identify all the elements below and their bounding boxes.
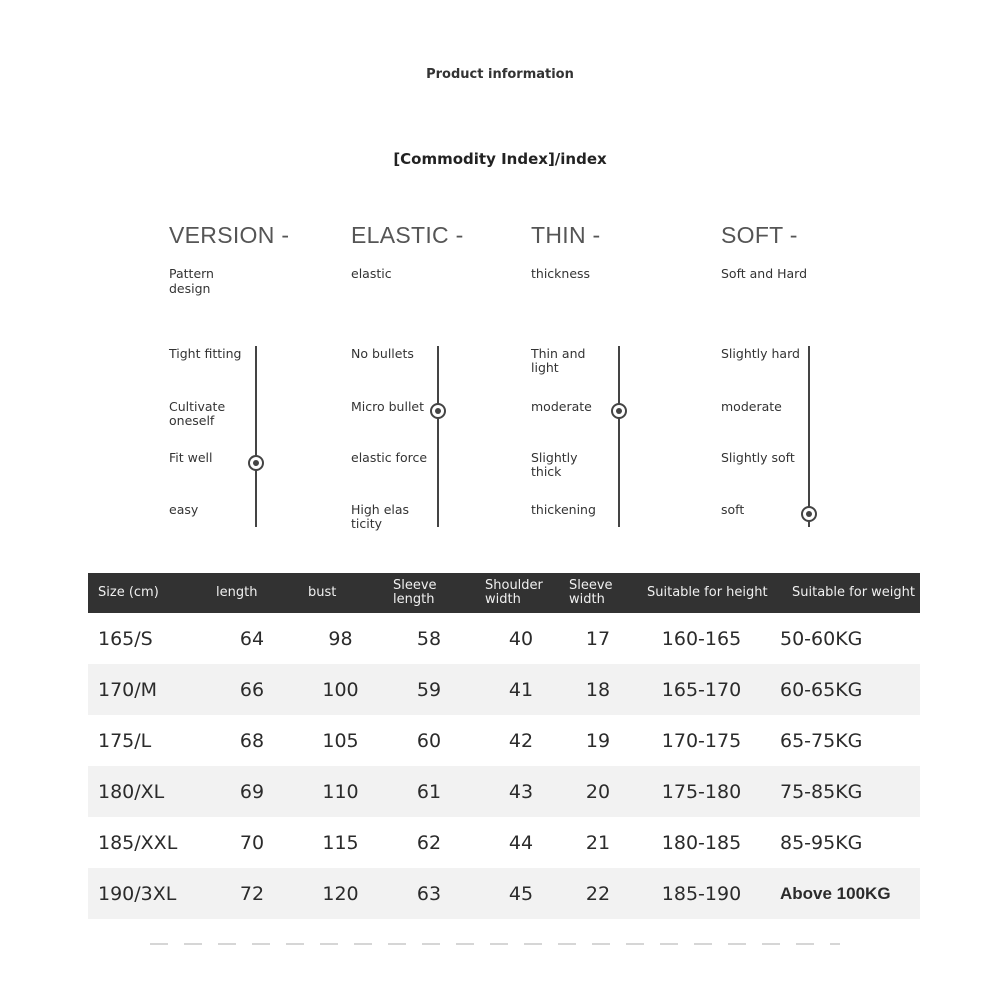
cell-bust: 115 bbox=[322, 831, 359, 854]
level-label: High elas ticity bbox=[351, 502, 410, 531]
cell-shoulder-width: 45 bbox=[508, 882, 534, 905]
scale-line bbox=[255, 346, 257, 527]
header-suitable-height: Suitable for height bbox=[647, 585, 768, 600]
cell-weight: 50-60KG bbox=[780, 627, 863, 650]
index-header: SOFT - bbox=[721, 222, 798, 248]
level-label: elastic force bbox=[351, 450, 428, 465]
cell-size: 165/S bbox=[98, 627, 153, 650]
cell-length: 72 bbox=[239, 882, 265, 905]
cell-sleeve-length: 59 bbox=[416, 678, 442, 701]
header-suitable-weight: Suitable for weight bbox=[792, 585, 915, 600]
cell-weight: 65-75KG bbox=[780, 729, 863, 752]
cell-sleeve-length: 60 bbox=[416, 729, 442, 752]
cell-bust: 98 bbox=[328, 627, 353, 650]
scale-line bbox=[808, 346, 810, 527]
level-label: Cultivate oneself bbox=[169, 399, 226, 428]
cell-size: 185/XXL bbox=[98, 831, 178, 854]
selected-level-marker bbox=[248, 455, 264, 471]
selected-level-marker bbox=[801, 506, 817, 522]
cell-shoulder-width: 44 bbox=[508, 831, 534, 854]
index-header: ELASTIC - bbox=[351, 222, 464, 248]
header-shoulder-width: Shoulder width bbox=[485, 578, 543, 607]
cell-weight: 60-65KG bbox=[780, 678, 863, 701]
cell-sleeve-length: 61 bbox=[416, 780, 442, 803]
cell-length: 68 bbox=[239, 729, 265, 752]
cell-shoulder-width: 41 bbox=[508, 678, 534, 701]
cell-sleeve-width: 18 bbox=[585, 678, 611, 701]
table-row bbox=[88, 664, 920, 715]
cell-weight: Above 100KG bbox=[780, 883, 891, 903]
cell-sleeve-width: 20 bbox=[585, 780, 611, 803]
table-row bbox=[88, 613, 920, 664]
size-table bbox=[88, 573, 920, 919]
selected-level-marker bbox=[430, 403, 446, 419]
scale-line bbox=[437, 346, 439, 527]
cell-height: 160-165 bbox=[661, 627, 742, 650]
level-label: Slightly thick bbox=[531, 450, 578, 479]
level-label: thickening bbox=[531, 502, 596, 517]
cell-bust: 105 bbox=[322, 729, 359, 752]
level-label: Slightly hard bbox=[721, 346, 800, 361]
cell-size: 190/3XL bbox=[98, 882, 177, 905]
level-label: Tight fitting bbox=[169, 346, 242, 361]
scale-line bbox=[618, 346, 620, 527]
cell-size: 175/L bbox=[98, 729, 152, 752]
cell-height: 175-180 bbox=[661, 780, 742, 803]
cell-sleeve-width: 17 bbox=[585, 627, 611, 650]
index-sub: Pattern design bbox=[169, 266, 214, 296]
cell-sleeve-length: 62 bbox=[416, 831, 442, 854]
level-label: Fit well bbox=[169, 450, 213, 465]
index-sub: thickness bbox=[531, 266, 591, 281]
cell-length: 66 bbox=[239, 678, 265, 701]
cell-height: 180-185 bbox=[661, 831, 742, 854]
cell-sleeve-width: 22 bbox=[585, 882, 611, 905]
cell-weight: 75-85KG bbox=[780, 780, 863, 803]
cell-shoulder-width: 42 bbox=[508, 729, 534, 752]
cell-shoulder-width: 43 bbox=[508, 780, 534, 803]
commodity-index-subtitle: [Commodity Index]/index bbox=[393, 150, 607, 168]
cell-length: 70 bbox=[239, 831, 265, 854]
index-header: VERSION - bbox=[169, 222, 290, 248]
level-label: easy bbox=[169, 502, 199, 517]
cell-sleeve-length: 58 bbox=[416, 627, 442, 650]
cell-length: 64 bbox=[239, 627, 265, 650]
cell-height: 185-190 bbox=[661, 882, 742, 905]
table-row bbox=[88, 715, 920, 766]
index-header: THIN - bbox=[531, 222, 601, 248]
cell-weight: 85-95KG bbox=[780, 831, 863, 854]
header-bust: bust bbox=[308, 585, 337, 600]
level-label: Slightly soft bbox=[721, 450, 795, 465]
cell-length: 69 bbox=[239, 780, 265, 803]
table-header bbox=[88, 573, 920, 613]
table-row bbox=[88, 868, 920, 919]
selected-level-marker bbox=[611, 403, 627, 419]
cell-size: 180/XL bbox=[98, 780, 165, 803]
header-sleeve-width: Sleeve width bbox=[569, 578, 613, 607]
product-information-title: Product information bbox=[426, 67, 574, 82]
cell-size: 170/M bbox=[98, 678, 158, 701]
level-label: moderate bbox=[721, 399, 782, 414]
header-size: Size (cm) bbox=[98, 585, 159, 600]
cell-sleeve-width: 19 bbox=[585, 729, 611, 752]
cell-sleeve-width: 21 bbox=[585, 831, 611, 854]
index-elastic bbox=[351, 222, 521, 532]
index-version bbox=[169, 222, 339, 532]
cell-bust: 110 bbox=[322, 780, 359, 803]
header-sleeve-length: Sleeve length bbox=[393, 578, 437, 607]
index-soft bbox=[721, 222, 891, 532]
index-sub: elastic bbox=[351, 266, 392, 281]
cell-height: 170-175 bbox=[661, 729, 742, 752]
header-length: length bbox=[216, 585, 258, 600]
cell-height: 165-170 bbox=[661, 678, 742, 701]
cell-bust: 120 bbox=[322, 882, 359, 905]
index-thin bbox=[531, 222, 701, 532]
table-row bbox=[88, 817, 920, 868]
cell-shoulder-width: 40 bbox=[508, 627, 534, 650]
table-row bbox=[88, 766, 920, 817]
faint-footer-divider bbox=[150, 943, 840, 945]
level-label: Thin and light bbox=[531, 346, 586, 375]
level-label: soft bbox=[721, 502, 745, 517]
level-label: Micro bullet bbox=[351, 399, 425, 414]
index-sub: Soft and Hard bbox=[721, 266, 808, 281]
level-label: moderate bbox=[531, 399, 592, 414]
cell-bust: 100 bbox=[322, 678, 359, 701]
level-label: No bullets bbox=[351, 346, 414, 361]
cell-sleeve-length: 63 bbox=[416, 882, 442, 905]
